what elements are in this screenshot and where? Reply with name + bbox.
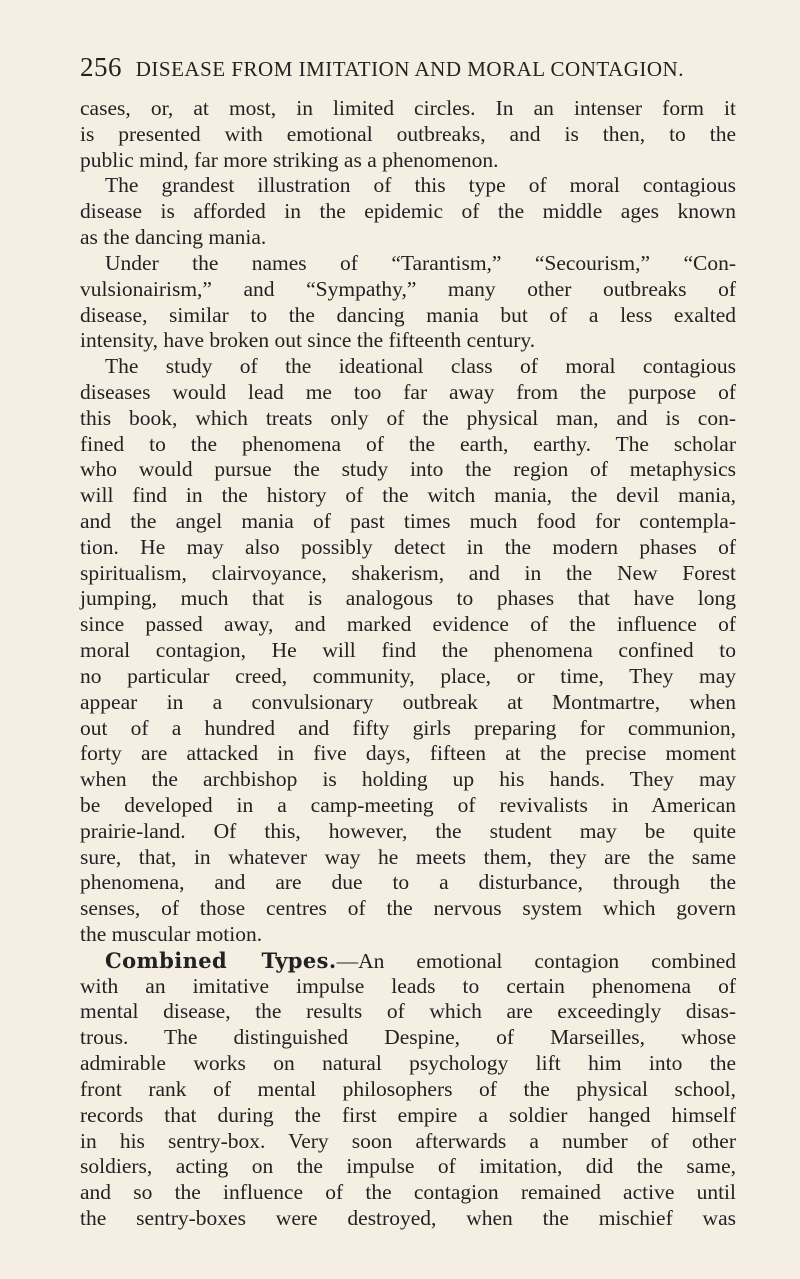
text-line [80, 406, 736, 432]
line-text: who would pursue the study into the region of metaphysics [80, 457, 736, 482]
text-line [80, 974, 736, 1000]
line-text: admirable works on natural psychology lift him into the [80, 1051, 736, 1076]
text-line [80, 1077, 736, 1103]
page-number: 256 [80, 52, 122, 82]
text-line [80, 999, 736, 1025]
text-line [80, 1103, 736, 1129]
line-text: with an imitative impulse leads to certain phenomena of [80, 973, 736, 998]
line-text: sure, that, in whatever way he meets them, they are the same [80, 844, 736, 869]
text-line [80, 509, 736, 535]
text-line [80, 767, 736, 793]
line-text: will find in the history of the witch mania, the devil mania, [80, 483, 736, 508]
text-line [80, 612, 736, 638]
text-line [80, 199, 736, 225]
line-text: public mind, far more striking as a phenomenon. [80, 147, 499, 172]
text-line [80, 664, 736, 690]
line-text: jumping, much that is analogous to phases that have long [80, 586, 736, 611]
line-text: trous. The distinguished Despine, of Marseilles, whose [80, 1025, 736, 1050]
line-text: tion. He may also possibly detect in the modern phases of [80, 534, 736, 559]
text-line [80, 122, 736, 148]
text-line [80, 586, 736, 612]
line-text: phenomena, and are due to a disturbance, through the [80, 870, 736, 895]
text-line [80, 225, 736, 251]
text-line [80, 535, 736, 561]
text-line [80, 354, 736, 380]
line-text: mental disease, the results of which are exceedingly disas- [80, 999, 736, 1024]
line-text: forty are attacked in five days, fifteen at the precise moment [80, 741, 736, 766]
text-line [80, 457, 736, 483]
line-text: The study of the ideational class of moral contagious [105, 354, 736, 379]
text-line [80, 1129, 736, 1155]
line-text: cases, or, at most, in limited circles. In an intenser form it [80, 96, 736, 120]
text-line [80, 1180, 736, 1206]
text-line [80, 148, 736, 174]
text-line [80, 96, 736, 122]
line-text: fined to the phenomena of the earth, earthy. The scholar [80, 431, 736, 456]
line-text: is presented with emotional outbreaks, and is then, to the [80, 121, 736, 146]
text-line [80, 1154, 736, 1180]
line-text: and the angel mania of past times much food for contempla- [80, 509, 736, 533]
line-text: when the archbishop is holding up his hands. They may [80, 767, 736, 792]
text-line [80, 173, 736, 199]
line-text: diseases would lead me too far away from the purpose of [80, 379, 736, 404]
line-text: in his sentry-box. Very soon afterwards a number of other [80, 1128, 736, 1153]
body-text [80, 96, 736, 1232]
running-title: DISEASE FROM IMITATION AND MORAL CONTAGION. [135, 57, 684, 81]
text-line [80, 1206, 736, 1232]
text-line [80, 277, 736, 303]
line-text: front rank of mental philosophers of the physical school, [80, 1076, 736, 1101]
line-text: the muscular motion. [80, 922, 263, 946]
line-text: disease, similar to the dancing mania but of a less exalted [80, 302, 736, 327]
line-text: The grandest illustration of this type of moral contagious [105, 173, 736, 198]
line-text: the sentry-boxes were destroyed, when the mischief was [80, 1205, 736, 1230]
text-line [80, 741, 736, 767]
line-text: soldiers, acting on the impulse of imitation, did the same, [80, 1154, 736, 1179]
text-line [80, 819, 736, 845]
text-line [80, 922, 736, 948]
line-text: records that during the first empire a soldier hanged himself [80, 1102, 736, 1127]
running-header [80, 52, 720, 83]
section-heading: Combined Types. [105, 947, 337, 973]
text-line [80, 251, 736, 277]
text-line [80, 896, 736, 922]
line-text: as the dancing mania. [80, 225, 267, 250]
text-line [80, 870, 736, 896]
text-line [80, 328, 736, 354]
line-text: spiritualism, clairvoyance, shakerism, and in the New Forest [80, 560, 736, 585]
text-line [80, 716, 736, 742]
line-text: prairie-land. Of this, however, the student may be quite [80, 818, 736, 843]
text-line [80, 1051, 736, 1077]
text-line [80, 380, 736, 406]
line-text: out of a hundred and fifty girls preparing for communion, [80, 715, 736, 740]
text-line [80, 948, 736, 974]
line-text: —An emotional contagion combined [336, 948, 736, 973]
text-line [80, 561, 736, 587]
text-line [80, 690, 736, 716]
line-text: no particular creed, community, place, or time, They may [80, 663, 736, 688]
text-line [80, 303, 736, 329]
line-text: Under the names of “Tarantism,” “Secourism,” “Con- [105, 250, 736, 275]
text-line [80, 483, 736, 509]
text-line [80, 638, 736, 664]
text-line [80, 432, 736, 458]
line-text: appear in a convulsionary outbreak at Montmartre, when [80, 689, 736, 714]
text-line [80, 793, 736, 819]
line-text: be developed in a camp-meeting of revivalists in American [80, 792, 736, 817]
line-text: since passed away, and marked evidence of the influence of [80, 612, 736, 637]
text-line [80, 1025, 736, 1051]
line-text: intensity, have broken out since the fifteenth century. [80, 328, 536, 353]
line-text: and so the influence of the contagion remained active until [80, 1180, 736, 1205]
line-text: vulsionairism,” and “Sympathy,” many other outbreaks of [80, 276, 736, 301]
text-line [80, 845, 736, 871]
line-text: this book, which treats only of the physical man, and is con- [80, 405, 736, 430]
line-text: disease is afforded in the epidemic of the middle ages known [80, 199, 736, 224]
line-text: moral contagion, He will find the phenomena confined to [80, 638, 736, 663]
line-text: senses, of those centres of the nervous system which govern [80, 896, 736, 921]
